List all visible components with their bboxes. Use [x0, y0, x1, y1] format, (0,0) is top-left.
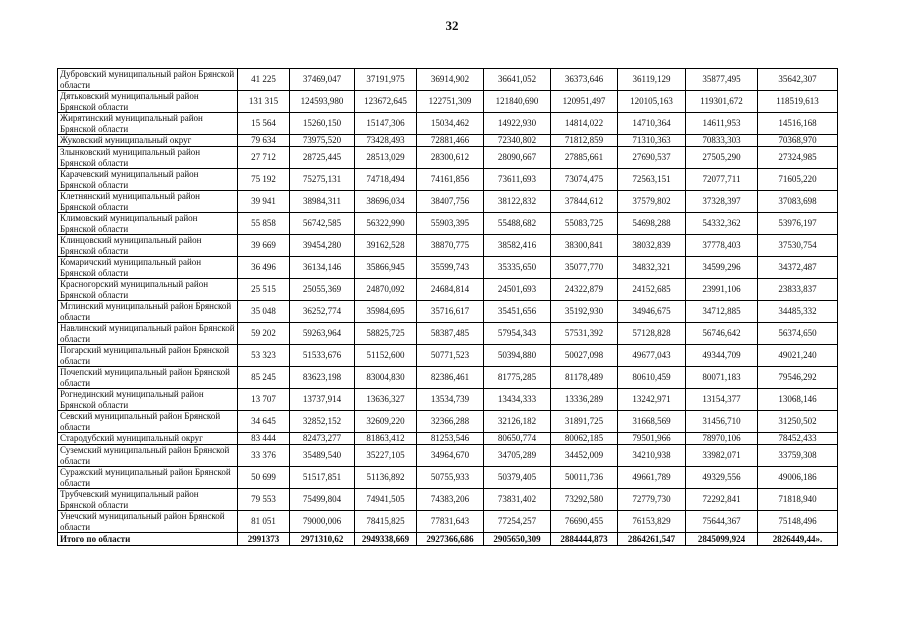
- value-cell: 75499,804: [290, 489, 355, 511]
- table-row: [58, 257, 838, 279]
- value-cell: 78970,106: [686, 433, 758, 445]
- value-cell: 28725,445: [290, 147, 355, 169]
- value-cell: 15034,462: [417, 113, 484, 135]
- district-name-cell: Дубровский муниципальный район Брянской области: [58, 69, 238, 91]
- district-name-cell: Трубчевский муниципальный район Брянской области: [58, 489, 238, 511]
- district-name-cell: Мглинский муниципальный район Брянской области: [58, 301, 238, 323]
- value-cell: 78415,825: [355, 511, 417, 533]
- value-cell: 57954,343: [484, 323, 551, 345]
- page-number: 32: [445, 18, 459, 33]
- value-cell: 80610,459: [618, 367, 686, 389]
- value-cell: 36119,129: [618, 69, 686, 91]
- value-cell: 59 202: [238, 323, 290, 345]
- value-cell: 49006,186: [758, 467, 838, 489]
- value-cell: 121840,690: [484, 91, 551, 113]
- value-cell: 27505,290: [686, 147, 758, 169]
- value-cell: 37844,612: [551, 191, 618, 213]
- value-cell: 35077,770: [551, 257, 618, 279]
- value-cell: 82386,461: [417, 367, 484, 389]
- district-name-cell: Стародубский муниципальный округ: [58, 433, 238, 445]
- table-row: [58, 113, 838, 135]
- value-cell: 34946,675: [618, 301, 686, 323]
- value-cell: 73975,520: [290, 135, 355, 147]
- table-row: [58, 445, 838, 467]
- value-cell: 81253,546: [417, 433, 484, 445]
- district-name-cell: Унечский муниципальный район Брянской области: [58, 511, 238, 533]
- value-cell: 34210,938: [618, 445, 686, 467]
- value-cell: 85 245: [238, 367, 290, 389]
- value-cell: 123672,645: [355, 91, 417, 113]
- value-cell: 120951,497: [551, 91, 618, 113]
- district-name-cell: Рогнединский муниципальный район Брянской области: [58, 389, 238, 411]
- value-cell: 2864261,547: [618, 533, 686, 546]
- value-cell: 79000,006: [290, 511, 355, 533]
- table-row: [58, 279, 838, 301]
- value-cell: 35642,307: [758, 69, 838, 91]
- value-cell: 35 048: [238, 301, 290, 323]
- value-cell: 32852,152: [290, 411, 355, 433]
- value-cell: 79501,966: [618, 433, 686, 445]
- value-cell: 2884444,873: [551, 533, 618, 546]
- table-row: [58, 91, 838, 113]
- value-cell: 31456,710: [686, 411, 758, 433]
- value-cell: 23991,106: [686, 279, 758, 301]
- value-cell: 80650,774: [484, 433, 551, 445]
- value-cell: 58825,725: [355, 323, 417, 345]
- table-row: [58, 345, 838, 367]
- table-row: [58, 367, 838, 389]
- district-name-cell: Навлинский муниципальный район Брянской области: [58, 323, 238, 345]
- value-cell: 13434,333: [484, 389, 551, 411]
- value-cell: 75644,367: [686, 511, 758, 533]
- value-cell: 50755,933: [417, 467, 484, 489]
- table-row: [58, 213, 838, 235]
- value-cell: 59263,964: [290, 323, 355, 345]
- value-cell: 37778,403: [686, 235, 758, 257]
- value-cell: 51152,600: [355, 345, 417, 367]
- value-cell: 119301,672: [686, 91, 758, 113]
- value-cell: 74718,494: [355, 169, 417, 191]
- value-cell: 34832,321: [618, 257, 686, 279]
- value-cell: 2949338,669: [355, 533, 417, 546]
- value-cell: 37191,975: [355, 69, 417, 91]
- value-cell: 118519,613: [758, 91, 838, 113]
- district-name-cell: Жирятинский муниципальный район Брянской области: [58, 113, 238, 135]
- value-cell: 55903,395: [417, 213, 484, 235]
- value-cell: 57531,392: [551, 323, 618, 345]
- table-row: [58, 135, 838, 147]
- value-cell: 79546,292: [758, 367, 838, 389]
- value-cell: 33982,071: [686, 445, 758, 467]
- district-name-cell: Суземский муниципальный район Брянской области: [58, 445, 238, 467]
- district-name-cell: Итого по области: [58, 533, 238, 546]
- district-name-cell: Красногорский муниципальный район Брянской области: [58, 279, 238, 301]
- value-cell: 72077,711: [686, 169, 758, 191]
- table-row: [58, 69, 838, 91]
- value-cell: 37530,754: [758, 235, 838, 257]
- value-cell: 79 634: [238, 135, 290, 147]
- value-cell: 38122,832: [484, 191, 551, 213]
- value-cell: 41 225: [238, 69, 290, 91]
- value-cell: 38696,034: [355, 191, 417, 213]
- value-cell: 71605,220: [758, 169, 838, 191]
- value-cell: 81863,412: [355, 433, 417, 445]
- value-cell: 55 858: [238, 213, 290, 235]
- value-cell: 14710,364: [618, 113, 686, 135]
- value-cell: 81775,285: [484, 367, 551, 389]
- value-cell: 39 941: [238, 191, 290, 213]
- value-cell: 82473,277: [290, 433, 355, 445]
- value-cell: 24152,685: [618, 279, 686, 301]
- value-cell: 35227,105: [355, 445, 417, 467]
- value-cell: 70368,970: [758, 135, 838, 147]
- value-cell: 32366,288: [417, 411, 484, 433]
- value-cell: 58387,485: [417, 323, 484, 345]
- table-row: [58, 169, 838, 191]
- value-cell: 73074,475: [551, 169, 618, 191]
- table-row: [58, 389, 838, 411]
- value-cell: 34705,289: [484, 445, 551, 467]
- table-row: [58, 411, 838, 433]
- value-cell: 35984,695: [355, 301, 417, 323]
- value-cell: 36641,052: [484, 69, 551, 91]
- value-cell: 37328,397: [686, 191, 758, 213]
- value-cell: 75275,131: [290, 169, 355, 191]
- value-cell: 38582,416: [484, 235, 551, 257]
- value-cell: 131 315: [238, 91, 290, 113]
- value-cell: 31250,502: [758, 411, 838, 433]
- table-row: [58, 147, 838, 169]
- value-cell: 81 051: [238, 511, 290, 533]
- value-cell: 73428,493: [355, 135, 417, 147]
- value-cell: 75148,496: [758, 511, 838, 533]
- value-cell: 120105,163: [618, 91, 686, 113]
- value-cell: 32609,220: [355, 411, 417, 433]
- value-cell: 35877,495: [686, 69, 758, 91]
- value-cell: 72779,730: [618, 489, 686, 511]
- value-cell: 34964,670: [417, 445, 484, 467]
- value-cell: 74161,856: [417, 169, 484, 191]
- value-cell: 50011,736: [551, 467, 618, 489]
- value-cell: 56746,642: [686, 323, 758, 345]
- value-cell: 14922,930: [484, 113, 551, 135]
- value-cell: 38300,841: [551, 235, 618, 257]
- value-cell: 33 376: [238, 445, 290, 467]
- value-cell: 15260,150: [290, 113, 355, 135]
- value-cell: 35489,540: [290, 445, 355, 467]
- value-cell: 51136,892: [355, 467, 417, 489]
- district-name-cell: Карачевский муниципальный район Брянской области: [58, 169, 238, 191]
- district-name-cell: Злынковский муниципальный район Брянской области: [58, 147, 238, 169]
- district-name-cell: Жуковский муниципальный округ: [58, 135, 238, 147]
- value-cell: 13068,146: [758, 389, 838, 411]
- value-cell: 74941,505: [355, 489, 417, 511]
- value-cell: 2826449,44».: [758, 533, 838, 546]
- value-cell: 38407,756: [417, 191, 484, 213]
- table-row: [58, 489, 838, 511]
- value-cell: 55083,725: [551, 213, 618, 235]
- value-cell: 55488,682: [484, 213, 551, 235]
- value-cell: 31668,569: [618, 411, 686, 433]
- value-cell: 35192,930: [551, 301, 618, 323]
- district-name-cell: Погарский муниципальный район Брянской области: [58, 345, 238, 367]
- municipal-data-table: [57, 68, 838, 546]
- value-cell: 56322,990: [355, 213, 417, 235]
- value-cell: 53 323: [238, 345, 290, 367]
- value-cell: 80062,185: [551, 433, 618, 445]
- value-cell: 34372,487: [758, 257, 838, 279]
- value-cell: 15 564: [238, 113, 290, 135]
- value-cell: 24870,092: [355, 279, 417, 301]
- table-row: [58, 301, 838, 323]
- table-row: [58, 235, 838, 257]
- value-cell: 13 707: [238, 389, 290, 411]
- value-cell: 54698,288: [618, 213, 686, 235]
- district-name-cell: Комаричский муниципальный район Брянской области: [58, 257, 238, 279]
- value-cell: 81178,489: [551, 367, 618, 389]
- value-cell: 25055,369: [290, 279, 355, 301]
- value-cell: 35716,617: [417, 301, 484, 323]
- value-cell: 50027,098: [551, 345, 618, 367]
- value-cell: 74383,206: [417, 489, 484, 511]
- total-row: [58, 533, 838, 546]
- value-cell: 122751,309: [417, 91, 484, 113]
- district-name-cell: Почепский муниципальный район Брянской области: [58, 367, 238, 389]
- district-name-cell: Климовский муниципальный район Брянской области: [58, 213, 238, 235]
- value-cell: 34485,332: [758, 301, 838, 323]
- value-cell: 14611,953: [686, 113, 758, 135]
- value-cell: 2845099,924: [686, 533, 758, 546]
- value-cell: 73831,402: [484, 489, 551, 511]
- district-name-cell: Клинцовский муниципальный район Брянской области: [58, 235, 238, 257]
- district-name-cell: Клетнянский муниципальный район Брянской области: [58, 191, 238, 213]
- value-cell: 35866,945: [355, 257, 417, 279]
- value-cell: 77831,643: [417, 511, 484, 533]
- value-cell: 36 496: [238, 257, 290, 279]
- value-cell: 51533,676: [290, 345, 355, 367]
- value-cell: 50 699: [238, 467, 290, 489]
- value-cell: 14516,168: [758, 113, 838, 135]
- value-cell: 15147,306: [355, 113, 417, 135]
- value-cell: 28090,667: [484, 147, 551, 169]
- value-cell: 50394,880: [484, 345, 551, 367]
- value-cell: 72881,466: [417, 135, 484, 147]
- value-cell: 50379,405: [484, 467, 551, 489]
- value-cell: 13242,971: [618, 389, 686, 411]
- district-name-cell: Суражский муниципальный район Брянской области: [58, 467, 238, 489]
- value-cell: 51517,851: [290, 467, 355, 489]
- value-cell: 24322,879: [551, 279, 618, 301]
- value-cell: 83623,198: [290, 367, 355, 389]
- value-cell: 49344,709: [686, 345, 758, 367]
- table-row: [58, 511, 838, 533]
- value-cell: 56742,585: [290, 213, 355, 235]
- table-row: [58, 191, 838, 213]
- value-cell: 56374,650: [758, 323, 838, 345]
- value-cell: 72292,841: [686, 489, 758, 511]
- value-cell: 53976,197: [758, 213, 838, 235]
- value-cell: 83004,830: [355, 367, 417, 389]
- value-cell: 34 645: [238, 411, 290, 433]
- value-cell: 34452,009: [551, 445, 618, 467]
- value-cell: 24684,814: [417, 279, 484, 301]
- value-cell: 28300,612: [417, 147, 484, 169]
- value-cell: 13636,327: [355, 389, 417, 411]
- value-cell: 39 669: [238, 235, 290, 257]
- value-cell: 27885,661: [551, 147, 618, 169]
- value-cell: 76153,829: [618, 511, 686, 533]
- value-cell: 27324,985: [758, 147, 838, 169]
- value-cell: 39454,280: [290, 235, 355, 257]
- value-cell: 2905650,309: [484, 533, 551, 546]
- value-cell: 37579,802: [618, 191, 686, 213]
- value-cell: 36914,902: [417, 69, 484, 91]
- value-cell: 34712,885: [686, 301, 758, 323]
- value-cell: 31891,725: [551, 411, 618, 433]
- value-cell: 72340,802: [484, 135, 551, 147]
- value-cell: 25 515: [238, 279, 290, 301]
- value-cell: 2927366,686: [417, 533, 484, 546]
- value-cell: 23833,837: [758, 279, 838, 301]
- table-body: [58, 69, 838, 546]
- value-cell: 24501,693: [484, 279, 551, 301]
- value-cell: 13737,914: [290, 389, 355, 411]
- value-cell: 34599,296: [686, 257, 758, 279]
- value-cell: 2971310,62: [290, 533, 355, 546]
- value-cell: 78452,433: [758, 433, 838, 445]
- value-cell: 49661,789: [618, 467, 686, 489]
- table-row: [58, 467, 838, 489]
- value-cell: 35451,656: [484, 301, 551, 323]
- value-cell: 39162,528: [355, 235, 417, 257]
- value-cell: 77254,257: [484, 511, 551, 533]
- value-cell: 35335,650: [484, 257, 551, 279]
- value-cell: 35599,743: [417, 257, 484, 279]
- value-cell: 72563,151: [618, 169, 686, 191]
- value-cell: 124593,980: [290, 91, 355, 113]
- value-cell: 50771,523: [417, 345, 484, 367]
- value-cell: 13154,377: [686, 389, 758, 411]
- value-cell: 13534,739: [417, 389, 484, 411]
- value-cell: 73292,580: [551, 489, 618, 511]
- value-cell: 27690,537: [618, 147, 686, 169]
- value-cell: 76690,455: [551, 511, 618, 533]
- value-cell: 2991373: [238, 533, 290, 546]
- value-cell: 49021,240: [758, 345, 838, 367]
- value-cell: 71310,363: [618, 135, 686, 147]
- value-cell: 38032,839: [618, 235, 686, 257]
- value-cell: 33759,308: [758, 445, 838, 467]
- value-cell: 71818,940: [758, 489, 838, 511]
- value-cell: 73611,693: [484, 169, 551, 191]
- value-cell: 71812,859: [551, 135, 618, 147]
- value-cell: 38870,775: [417, 235, 484, 257]
- value-cell: 36134,146: [290, 257, 355, 279]
- table-row: [58, 433, 838, 445]
- value-cell: 28513,029: [355, 147, 417, 169]
- value-cell: 13336,289: [551, 389, 618, 411]
- district-name-cell: Дятьковский муниципальный район Брянской области: [58, 91, 238, 113]
- value-cell: 75 192: [238, 169, 290, 191]
- value-cell: 49677,043: [618, 345, 686, 367]
- value-cell: 37083,698: [758, 191, 838, 213]
- value-cell: 79 553: [238, 489, 290, 511]
- value-cell: 36373,646: [551, 69, 618, 91]
- value-cell: 80071,183: [686, 367, 758, 389]
- value-cell: 32126,182: [484, 411, 551, 433]
- value-cell: 49329,556: [686, 467, 758, 489]
- data-table-container: [57, 68, 838, 546]
- value-cell: 36252,774: [290, 301, 355, 323]
- value-cell: 27 712: [238, 147, 290, 169]
- value-cell: 57128,828: [618, 323, 686, 345]
- table-row: [58, 323, 838, 345]
- value-cell: 38984,311: [290, 191, 355, 213]
- value-cell: 70833,303: [686, 135, 758, 147]
- value-cell: 83 444: [238, 433, 290, 445]
- value-cell: 37469,047: [290, 69, 355, 91]
- district-name-cell: Севский муниципальный район Брянской области: [58, 411, 238, 433]
- value-cell: 14814,022: [551, 113, 618, 135]
- value-cell: 54332,362: [686, 213, 758, 235]
